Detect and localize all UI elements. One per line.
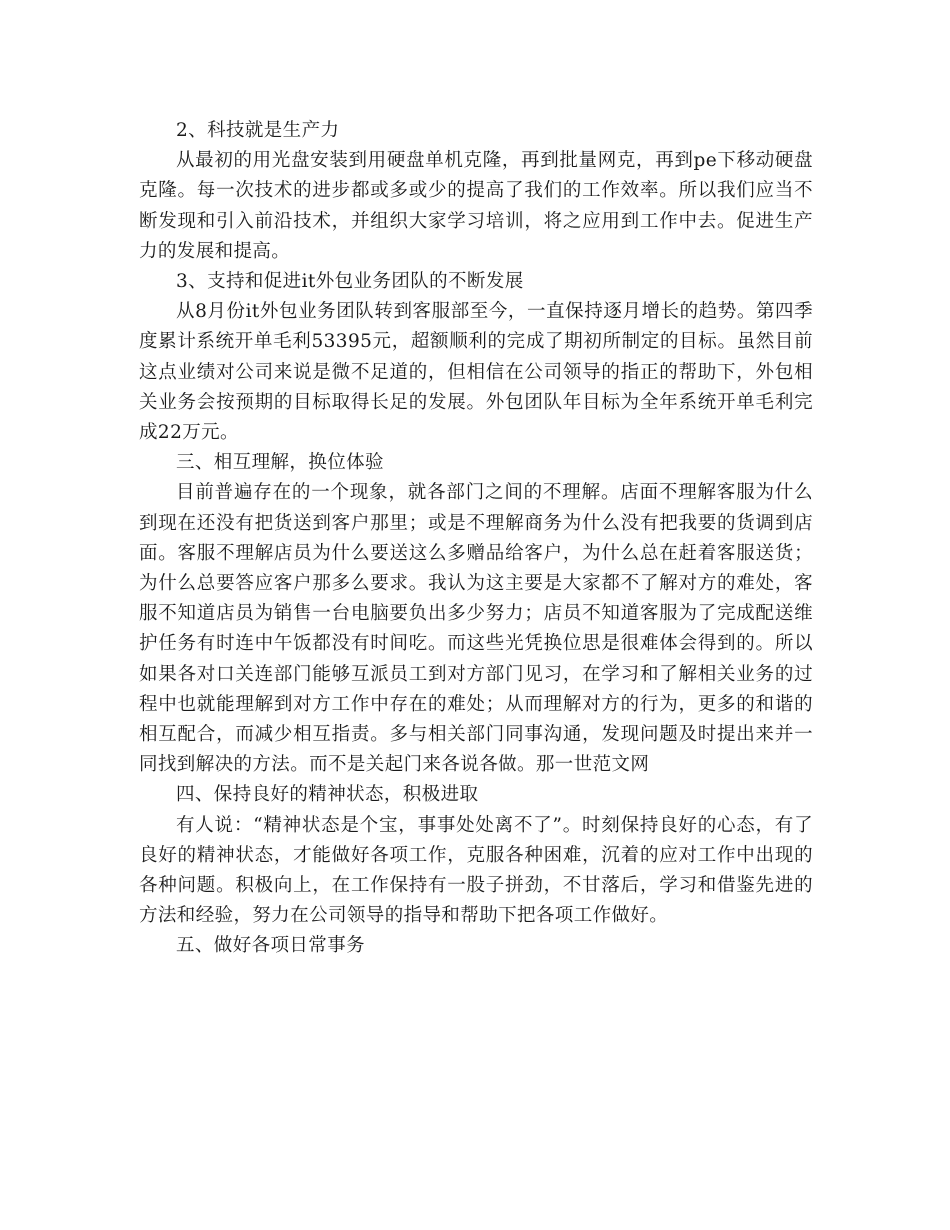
section-heading-mutual-understanding: 三、相互理解，换位体验 <box>176 452 384 474</box>
document-body <box>139 116 813 962</box>
paragraph-good-spirit: 有人说：“精神状态是个宝，事事处处离不了”。时刻保持良好的心态，有了良好的精神状态，才能做好各项工作，克服各种困难，沉着的应对工作中出现的各种问题。积极向上，在工作保持有一股子拼劲，不甘落后，学习和借鉴先进的方法和经验，努力在公司领导的指导和帮助下把各项工作做好。 <box>139 814 813 927</box>
paragraph-tech-productivity: 从最初的用光盘安装到用硬盘单机克隆，再到批量网克，再到pe下移动硬盘克隆。每一次技术的进步都或多或少的提高了我们的工作效率。所以我们应当不断发现和引入前沿技术，并组织大家学习培训，将之应用到工作中去。促进生产力的发展和提高。 <box>139 150 813 262</box>
section-heading-daily-affairs: 五、做好各项日常事务 <box>176 935 366 957</box>
paragraph-mutual-understanding: 目前普遍存在的一个现象，就各部门之间的不理解。店面不理解客服为什么到现在还没有把货送到客户那里；或是不理解商务为什么没有把我要的货调到店面。客服不理解店员为什么要送这么多赠品给客户，为什么总在赶着客服送货；为什么总要答应客户那多么要求。我认为这主要是大家都不了解对方的难处，客服不知道店员为销售一台电脑要负出多少努力；店员不知道客服为了完成配送维护任务有时连中午饭都没有时间吃。而这些光凭换位思是很难体会得到的。所以如果各对口关连部门能够互派员工到对方部门见习，在学习和了解相关业务的过程中也就能理解到对方工作中存在的难处；从而理解对方的行为，更多的和谐的相互配合，而减少相互指责。多与相关部门同事沟通，发现问题及时提出来并一同找到解决的方法。而不是关起门来各说各做。那一世范文网 <box>139 482 813 776</box>
section-heading-it-outsourcing: 3、支持和促进it外包业务团队的不断发展 <box>176 271 524 293</box>
section-heading-tech-productivity: 2、科技就是生产力 <box>176 120 340 141</box>
paragraph-it-outsourcing: 从8月份it外包业务团队转到客服部至今，一直保持逐月增长的趋势。第四季度累计系统开单毛利53395元，超额顺利的完成了期初所制定的目标。虽然目前这点业绩对公司来说是微不足道的，但相信在公司领导的指正的帮助下，外包相关业务会按预期的目标取得长足的发展。外包团队年目标为全年系统开单毛利完成22万元。 <box>139 301 813 444</box>
section-heading-good-spirit: 四、保持良好的精神状态，积极进取 <box>176 784 479 806</box>
